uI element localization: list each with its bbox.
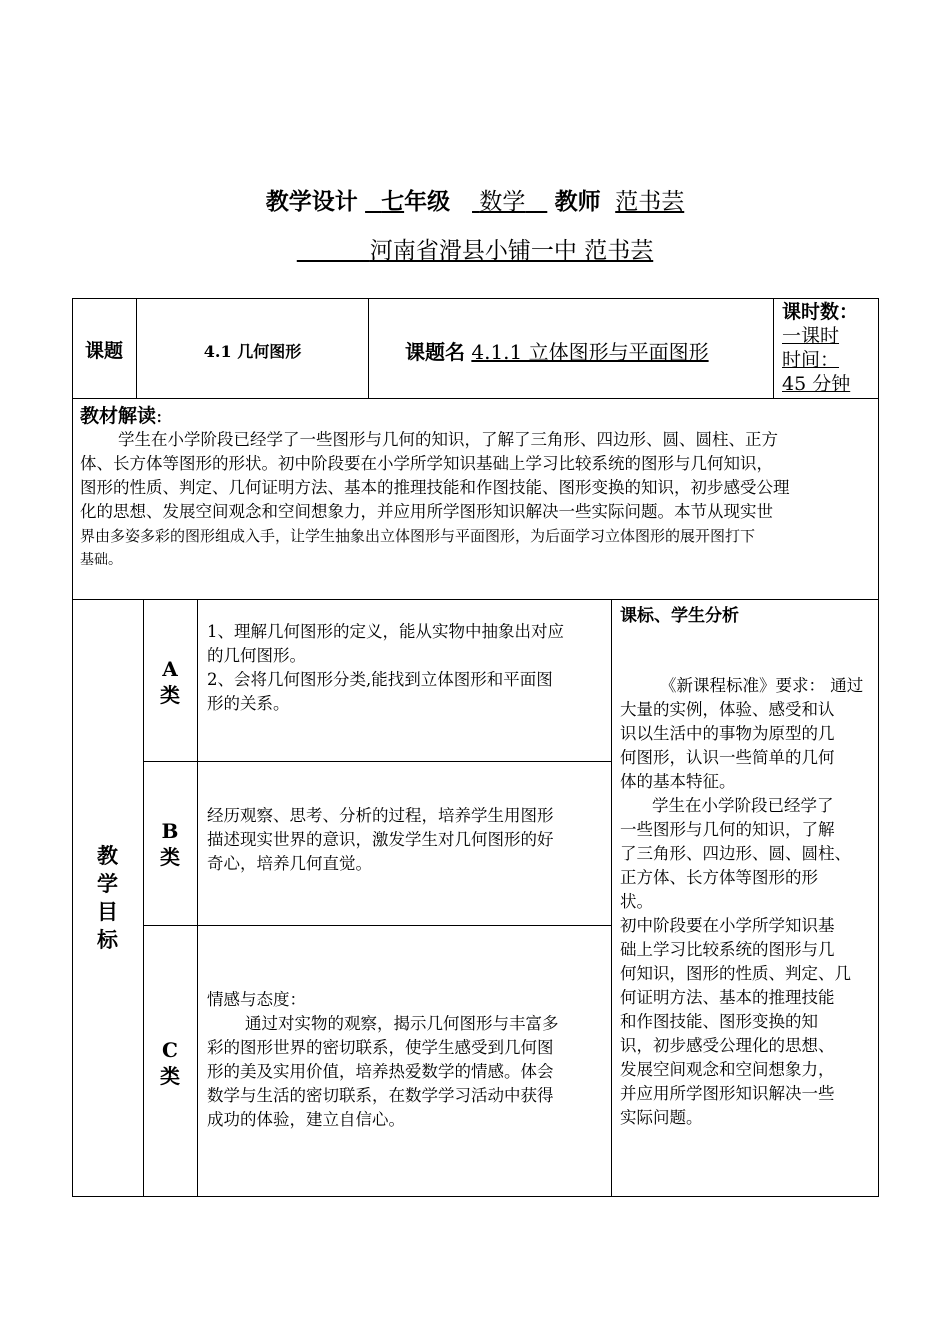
textbook-line: 学生在小学阶段已经学了一些图形与几何的知识，了解了三角形、四边形、圆、圆柱、正方: [118, 430, 778, 449]
lesson-label: 课题名: [405, 340, 465, 364]
category-b-label: B 类: [160, 819, 180, 869]
goals-label: 教 学 目 标: [97, 843, 118, 952]
lesson-value: 4.1.1 立体图形与平面图形: [471, 340, 709, 364]
teacher-name: 范书芸: [615, 189, 685, 215]
subject-value: 数学: [479, 189, 526, 215]
textbook-body: [80, 428, 875, 572]
lesson-name: [405, 336, 709, 365]
school-line: [0, 232, 950, 265]
time-value: 45 分钟: [782, 373, 851, 395]
topic-label: 课题: [84, 340, 123, 362]
time-label: 时间：: [782, 349, 840, 371]
hours-value: 一课时: [782, 325, 840, 347]
textbook-heading: 教材解读:: [80, 405, 163, 427]
category-b-text: 经历观察、思考、分析的过程，培养学生用图形 描述现实世界的意识，激发学生对几何图形的好 奇心，培养几何直觉。: [207, 806, 554, 873]
title-prefix: 教学设计: [265, 188, 358, 215]
category-c-label: C 类: [160, 1038, 180, 1088]
hours-label: 课时数：: [782, 301, 859, 323]
textbook-line: 体、长方体等图形的形状。初中阶段要在小学所学知识基础上学习比较系统的图形与几何知识，: [80, 454, 773, 473]
textbook-line: 界由多姿多彩的图形组成入手，让学生抽象出立体图形与平面图形，为后面学习立体图形的展开图打下: [80, 527, 756, 545]
textbook-line: 基础。: [80, 552, 122, 568]
analysis-text: 《新课程标准》要求： 通过 大量的实例，体验、感受和认 识以生活中的事物为原型的几 何图形，认识一些简单的几何 体的基本特征。 学生在小学阶段已经学了 一些图形与几何的知识，了解 了三角形、四边形、圆、圆柱、 正方体、长方体等图形的形 状。 初中阶段要在小学所学知识基 础上学习比较系统的图形与几 何知识，图形的性质、判定、几 何证明方法、基本的推理技能 和作图技能、图形变换的知 识，初步感受公理化的思想、 发展空间观念和空间想象力， 并应用所学图形知识解决一些 实际问题。: [620, 676, 864, 1127]
grade-value: 七: [381, 188, 405, 215]
document-title: [0, 183, 950, 216]
textbook-label: 教材解读: [80, 405, 157, 427]
category-a-label: A 类: [160, 657, 180, 707]
school-text: 河南省滑县小铺一中 范书芸: [369, 238, 654, 264]
textbook-line: 化的思想、发展空间观念和空间想象力，并应用所学图形知识解决一些实际问题。本节从现实世: [80, 502, 773, 521]
teacher-label: 教师: [554, 188, 601, 215]
hours-info: [782, 300, 858, 396]
topic-value: 4.1 几何图形: [203, 342, 302, 361]
grade-suffix: 年级: [404, 188, 451, 215]
textbook-line: 图形的性质、判定、几何证明方法、基本的推理技能和作图技能、图形变换的知识，初步感受公理: [80, 478, 790, 497]
analysis-label: 课标、学生分析: [620, 606, 739, 626]
category-a-text: 1、理解几何图形的定义，能从实物中抽象出对应 的几何图形。 2、会将几何图形分类,能找到立体图形和平面图 形的关系。: [207, 622, 564, 713]
category-c-text: 情感与态度： 通过对实物的观察，揭示几何图形与丰富多 彩的图形世界的密切联系，使学生感受到几何图 形的美及实用价值，培养热爱数学的情感。体会 数学与生活的密切联系，在数学学习活动中获得 成功的体验，建立自信心。: [207, 990, 559, 1129]
